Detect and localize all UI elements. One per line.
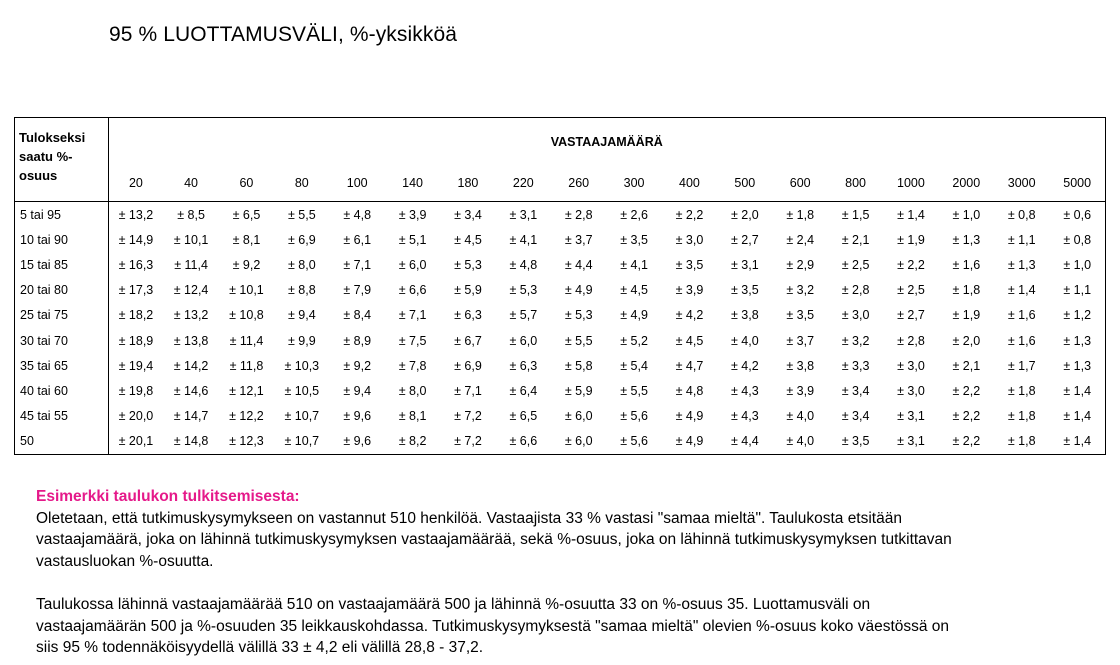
table-cell: ± 2,2 [952, 383, 981, 398]
table-row [15, 404, 1105, 429]
table-cell: ± 7,5 [398, 333, 427, 348]
table-cell: ± 1,4 [1063, 383, 1092, 398]
table-cell: ± 3,0 [897, 358, 925, 373]
table-row [15, 303, 1105, 328]
table-cell: ± 5,5 [287, 207, 316, 222]
table-cell: ± 4,7 [675, 358, 704, 373]
table-cell: ± 10,1 [173, 232, 209, 247]
table-cell: ± 2,1 [952, 358, 981, 373]
table-cell: ± 1,8 [952, 283, 981, 298]
table-cell: ± 6,7 [454, 333, 482, 348]
table-cell: ± 5,5 [564, 333, 593, 348]
table-cell: ± 3,7 [564, 232, 593, 247]
table-cell: ± 7,1 [398, 308, 427, 323]
table-cell: ± 6,0 [564, 409, 593, 424]
table-cell: ± 5,7 [509, 308, 538, 323]
table-cell: ± 4,2 [675, 308, 704, 323]
table-cell: ± 2,4 [786, 232, 815, 247]
column-header: 20 [108, 165, 163, 202]
table-cell: ± 3,8 [786, 358, 815, 373]
table-cell: ± 19,8 [118, 383, 154, 398]
table-cell: ± 3,4 [841, 383, 870, 398]
table-cell: ± 8,0 [398, 383, 427, 398]
column-header: 100 [330, 165, 385, 202]
column-header: 300 [606, 165, 661, 202]
table-cell: ± 1,4 [1063, 434, 1092, 449]
row-label: 10 tai 90 [15, 227, 108, 252]
table-cell: ± 1,4 [1007, 283, 1036, 298]
table-cell: ± 5,5 [620, 383, 648, 398]
row-label: 45 tai 55 [15, 404, 108, 429]
table-cell: ± 4,5 [620, 283, 648, 298]
table-cell: ± 9,6 [343, 434, 372, 449]
table-cell: ± 3,0 [897, 383, 925, 398]
table-cell: ± 7,1 [343, 257, 372, 272]
table-cell: ± 6,6 [398, 283, 427, 298]
column-header: 140 [385, 165, 440, 202]
table-cell: ± 6,3 [454, 308, 482, 323]
table-cell: ± 14,2 [173, 358, 209, 373]
table-cell: ± 2,2 [952, 409, 981, 424]
table-cell: ± 4,5 [454, 232, 482, 247]
table-cell: ± 20,0 [118, 409, 154, 424]
column-header: 5000 [1049, 165, 1105, 202]
table-cell: ± 18,2 [118, 308, 154, 323]
table-cell: ± 0,6 [1063, 207, 1092, 222]
table-cell: ± 1,8 [1007, 383, 1036, 398]
table-cell: ± 5,3 [564, 308, 593, 323]
text-line: vastaajamäärän 500 ja %-osuuden 35 leikkauskohdassa. Tutkimuskysymyksestä "samaa mieltä" olevien %-osuus koko väestössä on [36, 617, 950, 635]
table-cell: ± 1,1 [1007, 232, 1036, 247]
table-cell: ± 3,1 [509, 207, 538, 222]
table-cell: ± 6,0 [398, 257, 427, 272]
table-cell: ± 1,3 [1007, 257, 1036, 272]
table-cell: ± 10,7 [284, 434, 320, 449]
table-cell: ± 4,8 [343, 207, 372, 222]
table-cell: ± 3,7 [786, 333, 815, 348]
text-line: Taulukossa lähinnä vastaajamäärää 510 on vastaajamäärä 500 ja lähinnä %-osuutta 33 on %-osuus 35. Luottamusväli on [36, 596, 871, 613]
column-header: 400 [662, 165, 717, 202]
table-cell: ± 1,1 [1063, 283, 1092, 298]
table-cell: ± 5,3 [509, 283, 538, 298]
column-header: 80 [274, 165, 329, 202]
table-cell: ± 3,1 [730, 257, 759, 272]
table-cell: ± 17,3 [118, 283, 154, 298]
table-cell: ± 6,9 [287, 232, 316, 247]
table-row [15, 328, 1105, 353]
table-cell: ± 2,9 [786, 257, 815, 272]
column-header-row [15, 165, 1105, 202]
column-header: 500 [717, 165, 772, 202]
table-row [15, 202, 1105, 228]
table-cell: ± 7,1 [454, 383, 482, 398]
table-cell: ± 14,8 [173, 434, 209, 449]
table-cell: ± 9,9 [287, 333, 316, 348]
table-cell: ± 8,5 [177, 207, 205, 222]
table-cell: ± 3,2 [786, 283, 815, 298]
table-cell: ± 2,0 [730, 207, 759, 222]
table-cell: ± 5,4 [620, 358, 648, 373]
table-cell: ± 3,1 [897, 434, 925, 449]
table-cell: ± 8,2 [398, 434, 427, 449]
table-cell: ± 5,9 [454, 283, 482, 298]
table-cell: ± 4,0 [730, 333, 759, 348]
table-cell: ± 4,9 [564, 283, 593, 298]
example-paragraph-1 [36, 508, 1096, 573]
table-cell: ± 4,3 [730, 409, 759, 424]
table-cell: ± 1,6 [952, 257, 981, 272]
table-cell: ± 2,0 [952, 333, 981, 348]
table-cell: ± 4,4 [730, 434, 759, 449]
table-cell: ± 12,3 [229, 434, 264, 449]
table-cell: ± 4,1 [509, 232, 538, 247]
table-cell: ± 2,2 [952, 434, 981, 449]
table-cell: ± 2,6 [620, 207, 648, 222]
table-cell: ± 12,1 [229, 383, 264, 398]
table-cell: ± 11,4 [229, 333, 264, 348]
table-cell: ± 3,8 [730, 308, 759, 323]
table-cell: ± 1,7 [1007, 358, 1036, 373]
row-label: 20 tai 80 [15, 278, 108, 303]
row-header-line: Tulokseksi [19, 130, 86, 145]
table-row [15, 429, 1105, 454]
table-cell: ± 5,2 [620, 333, 648, 348]
table-cell: ± 9,4 [343, 383, 372, 398]
page-title: 95 % LUOTTAMUSVÄLI, %-yksikköä [109, 23, 458, 46]
confidence-interval-table [15, 118, 1105, 454]
table-cell: ± 2,5 [897, 283, 925, 298]
table-cell: ± 3,9 [398, 207, 427, 222]
table-row [15, 252, 1105, 277]
table-cell: ± 1,2 [1063, 308, 1092, 323]
table-cell: ± 5,1 [398, 232, 427, 247]
table-cell: ± 4,8 [509, 257, 538, 272]
column-header: 800 [828, 165, 883, 202]
text-line: vastausluokan %-osuutta. [36, 552, 214, 570]
table-cell: ± 10,3 [284, 358, 320, 373]
table-cell: ± 0,8 [1007, 207, 1036, 222]
row-header [15, 118, 108, 202]
table-cell: ± 10,8 [229, 308, 264, 323]
table-cell: ± 6,5 [232, 207, 261, 222]
table-cell: ± 8,8 [287, 283, 316, 298]
table-cell: ± 11,4 [174, 257, 208, 272]
table-cell: ± 9,2 [232, 257, 261, 272]
row-label: 25 tai 75 [15, 303, 108, 328]
table-cell: ± 1,4 [897, 207, 925, 222]
table-cell: ± 2,8 [564, 207, 593, 222]
row-label: 5 tai 95 [15, 202, 108, 228]
table-cell: ± 11,8 [229, 358, 264, 373]
table-cell: ± 1,0 [952, 207, 981, 222]
table-cell: ± 13,8 [173, 333, 209, 348]
example-heading: Esimerkki taulukon tulkitsemisesta: [36, 488, 300, 505]
column-header: 3000 [994, 165, 1049, 202]
table-cell: ± 2,7 [730, 232, 759, 247]
row-label: 15 tai 85 [15, 252, 108, 277]
respondent-count-header: VASTAAJAMÄÄRÄ [550, 135, 663, 149]
column-header: 220 [496, 165, 551, 202]
table-body [15, 202, 1105, 455]
table-cell: ± 4,0 [786, 409, 815, 424]
table-cell: ± 2,5 [841, 257, 870, 272]
table-cell: ± 5,3 [454, 257, 482, 272]
table-cell: ± 6,6 [509, 434, 538, 449]
table-cell: ± 1,9 [897, 232, 925, 247]
text-line: siis 95 % todennäköisyydellä välillä 33 ± 4,2 eli välillä 28,8 - 37,2. [36, 639, 484, 656]
table-cell: ± 1,3 [1063, 333, 1092, 348]
table-cell: ± 12,4 [173, 283, 209, 298]
table-cell: ± 3,0 [675, 232, 704, 247]
table-cell: ± 1,5 [841, 207, 870, 222]
row-label: 50 [15, 429, 108, 454]
column-header: 40 [163, 165, 218, 202]
table-cell: ± 4,3 [730, 383, 759, 398]
table-cell: ± 2,1 [841, 232, 870, 247]
table-cell: ± 3,0 [841, 308, 870, 323]
table-row [15, 227, 1105, 252]
table-cell: ± 8,9 [343, 333, 372, 348]
table-cell: ± 12,2 [229, 409, 264, 424]
table-cell: ± 5,6 [620, 434, 648, 449]
table-cell: ± 2,8 [841, 283, 870, 298]
table-cell: ± 16,3 [118, 257, 154, 272]
table-cell: ± 10,7 [284, 409, 320, 424]
table-cell: ± 0,8 [1063, 232, 1092, 247]
example-paragraph-2 [36, 594, 1096, 659]
table-cell: ± 4,9 [675, 409, 704, 424]
table-cell: ± 2,8 [897, 333, 925, 348]
example-section [36, 486, 1096, 659]
table-cell: ± 8,4 [343, 308, 372, 323]
table-row [15, 278, 1105, 303]
confidence-interval-table-container [14, 117, 1106, 455]
table-cell: ± 4,0 [786, 434, 815, 449]
table-cell: ± 8,1 [398, 409, 427, 424]
table-cell: ± 5,6 [620, 409, 648, 424]
table-cell: ± 1,4 [1063, 409, 1092, 424]
table-cell: ± 14,6 [173, 383, 209, 398]
table-cell: ± 3,5 [675, 257, 704, 272]
table-cell: ± 3,5 [786, 308, 815, 323]
table-cell: ± 6,3 [509, 358, 538, 373]
table-cell: ± 8,1 [232, 232, 261, 247]
table-cell: ± 3,2 [841, 333, 870, 348]
table-cell: ± 3,3 [841, 358, 870, 373]
table-cell: ± 3,9 [675, 283, 704, 298]
group-header-row [15, 118, 1105, 165]
table-cell: ± 3,9 [786, 383, 815, 398]
table-row [15, 378, 1105, 403]
table-cell: ± 18,9 [118, 333, 154, 348]
table-cell: ± 9,2 [343, 358, 372, 373]
table-cell: ± 2,2 [897, 257, 925, 272]
table-cell: ± 4,2 [730, 358, 759, 373]
table-cell: ± 3,5 [730, 283, 759, 298]
column-header: 1000 [883, 165, 938, 202]
column-header: 2000 [939, 165, 994, 202]
table-cell: ± 1,3 [1063, 358, 1092, 373]
table-cell: ± 3,1 [897, 409, 925, 424]
table-cell: ± 4,5 [675, 333, 704, 348]
table-cell: ± 9,4 [287, 308, 316, 323]
table-cell: ± 8,0 [287, 257, 316, 272]
column-header: 600 [773, 165, 828, 202]
table-cell: ± 1,3 [952, 232, 981, 247]
table-cell: ± 4,9 [675, 434, 704, 449]
table-cell: ± 2,7 [897, 308, 925, 323]
table-cell: ± 14,7 [173, 409, 209, 424]
table-cell: ± 10,1 [229, 283, 264, 298]
row-label: 30 tai 70 [15, 328, 108, 353]
table-cell: ± 3,5 [841, 434, 870, 449]
table-cell: ± 4,1 [620, 257, 648, 272]
table-cell: ± 4,8 [675, 383, 704, 398]
table-cell: ± 19,4 [118, 358, 154, 373]
table-cell: ± 2,2 [675, 207, 704, 222]
row-header-line: osuus [19, 168, 58, 183]
table-cell: ± 5,8 [564, 358, 593, 373]
table-cell: ± 6,5 [509, 409, 538, 424]
table-cell: ± 1,9 [952, 308, 981, 323]
table-cell: ± 3,5 [620, 232, 648, 247]
text-line: vastaajamäärä, joka on lähinnä tutkimuskysymyksen vastaajamäärää, sekä %-osuus, joka on lähinnä tutkimuskysymyksen tutkittavan [36, 531, 952, 548]
table-cell: ± 13,2 [173, 308, 209, 323]
table-cell: ± 1,6 [1007, 333, 1036, 348]
table-cell: ± 1,8 [1007, 409, 1036, 424]
table-cell: ± 6,0 [564, 434, 593, 449]
table-cell: ± 6,4 [509, 383, 538, 398]
row-header-line: saatu %- [19, 149, 73, 164]
table-cell: ± 20,1 [118, 434, 154, 449]
table-cell: ± 7,9 [343, 283, 372, 298]
row-label: 40 tai 60 [15, 378, 108, 403]
table-cell: ± 3,4 [454, 207, 482, 222]
table-cell: ± 6,0 [509, 333, 538, 348]
table-cell: ± 7,2 [454, 434, 482, 449]
table-cell: ± 10,5 [284, 383, 320, 398]
text-line: Oletetaan, että tutkimuskysymykseen on vastannut 510 henkilöä. Vastaajista 33 % vastasi "samaa mieltä". Taulukosta etsitään [36, 509, 902, 527]
table-cell: ± 1,6 [1007, 308, 1036, 323]
table-cell: ± 3,4 [841, 409, 870, 424]
table-cell: ± 6,9 [454, 358, 482, 373]
table-cell: ± 14,9 [118, 232, 154, 247]
table-cell: ± 1,0 [1063, 257, 1092, 272]
table-cell: ± 1,8 [1007, 434, 1036, 449]
column-header: 180 [440, 165, 495, 202]
table-cell: ± 7,8 [398, 358, 427, 373]
table-cell: ± 13,2 [118, 207, 154, 222]
column-header: 260 [551, 165, 606, 202]
table-row [15, 353, 1105, 378]
table-cell: ± 5,9 [564, 383, 593, 398]
table-cell: ± 6,1 [343, 232, 372, 247]
table-cell: ± 1,8 [786, 207, 815, 222]
table-cell: ± 9,6 [343, 409, 372, 424]
column-header: 60 [219, 165, 274, 202]
row-label: 35 tai 65 [15, 353, 108, 378]
table-cell: ± 4,9 [620, 308, 648, 323]
table-cell: ± 4,4 [564, 257, 593, 272]
table-cell: ± 7,2 [454, 409, 482, 424]
paragraph-gap [36, 572, 1096, 594]
